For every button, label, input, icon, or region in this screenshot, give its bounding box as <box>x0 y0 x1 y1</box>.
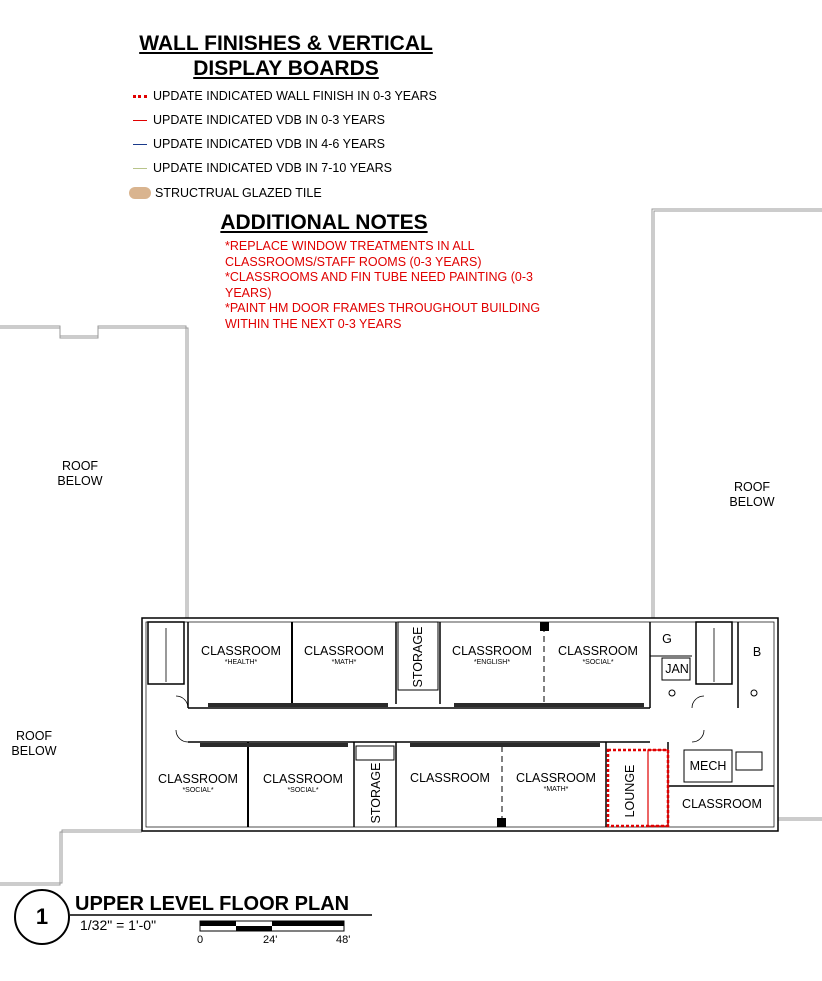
room-classroom: CLASSROOM *SOCIAL* <box>558 644 638 666</box>
blue-line-swatch-icon <box>133 144 147 145</box>
room-classroom: CLASSROOM *MATH* <box>304 644 384 666</box>
room-classroom: CLASSROOM <box>682 797 762 811</box>
restroom-outline <box>648 750 668 826</box>
legend-title-line1: WALL FINISHES & VERTICAL <box>139 32 433 55</box>
roof-below-label: ROOF BELOW <box>11 729 57 758</box>
column <box>540 622 549 631</box>
legend-item-vdb-7-10: UPDATE INDICATED VDB IN 7-10 YEARS <box>133 160 392 176</box>
roof-below-label: ROOF BELOW <box>729 480 775 509</box>
column <box>497 818 506 827</box>
plan-title: UPPER LEVEL FLOOR PLAN <box>75 893 350 915</box>
room-classroom: CLASSROOM *MATH* <box>516 771 596 793</box>
room-storage: STORAGE <box>369 762 383 824</box>
note-item: *CLASSROOMS AND FIN TUBE NEED PAINTING (0-3 YEARS) <box>225 270 533 300</box>
room-g: G <box>662 632 672 646</box>
scale-label: 48' <box>336 934 351 946</box>
scale-bar <box>200 921 344 931</box>
room-lounge: LOUNGE <box>623 764 637 818</box>
room-jan: JAN <box>665 662 689 676</box>
notes-title: ADDITIONAL NOTES <box>220 211 428 234</box>
vdb-bands <box>200 703 644 747</box>
room-classroom: CLASSROOM *HEALTH* <box>201 644 281 666</box>
scale-label: 0 <box>197 934 204 946</box>
plan-scale: 1/32" = 1'-0" <box>80 917 157 933</box>
note-item: *PAINT HM DOOR FRAMES THROUGHOUT BUILDING WITHIN THE NEXT 0-3 YEARS <box>225 301 541 331</box>
notes-list <box>225 239 555 332</box>
note-item: *REPLACE WINDOW TREATMENTS IN ALL CLASSROOMS/STAFF ROOMS (0-3 YEARS) <box>225 239 482 269</box>
legend-item-vdb-4-6: UPDATE INDICATED VDB IN 4-6 YEARS <box>133 136 385 152</box>
scale-label: 24' <box>263 934 278 946</box>
plan-number-bubble: 1 <box>14 889 70 945</box>
room-mech: MECH <box>689 759 727 773</box>
room-b: B <box>752 645 762 659</box>
legend-item-wall-finish: UPDATE INDICATED WALL FINISH IN 0-3 YEARS <box>133 88 437 104</box>
room-storage: STORAGE <box>411 626 425 688</box>
red-line-swatch-icon <box>133 120 147 121</box>
green-line-swatch-icon <box>133 168 147 169</box>
tile-swatch-icon <box>129 187 151 199</box>
roof-below-label: ROOF BELOW <box>57 459 103 488</box>
legend-item-glazed-tile: STRUCTRUAL GLAZED TILE <box>129 185 322 201</box>
room-classroom: CLASSROOM <box>410 771 490 785</box>
room-classroom: CLASSROOM *ENGLISH* <box>452 644 532 666</box>
dashed-swatch-icon <box>133 95 147 98</box>
legend-title-line2: DISPLAY BOARDS <box>193 57 379 80</box>
lounge-wall-finish-outline <box>608 750 668 826</box>
room-classroom: CLASSROOM *SOCIAL* <box>263 772 343 794</box>
room-classroom: CLASSROOM *SOCIAL* <box>158 772 238 794</box>
legend-item-vdb-0-3: UPDATE INDICATED VDB IN 0-3 YEARS <box>133 112 385 128</box>
